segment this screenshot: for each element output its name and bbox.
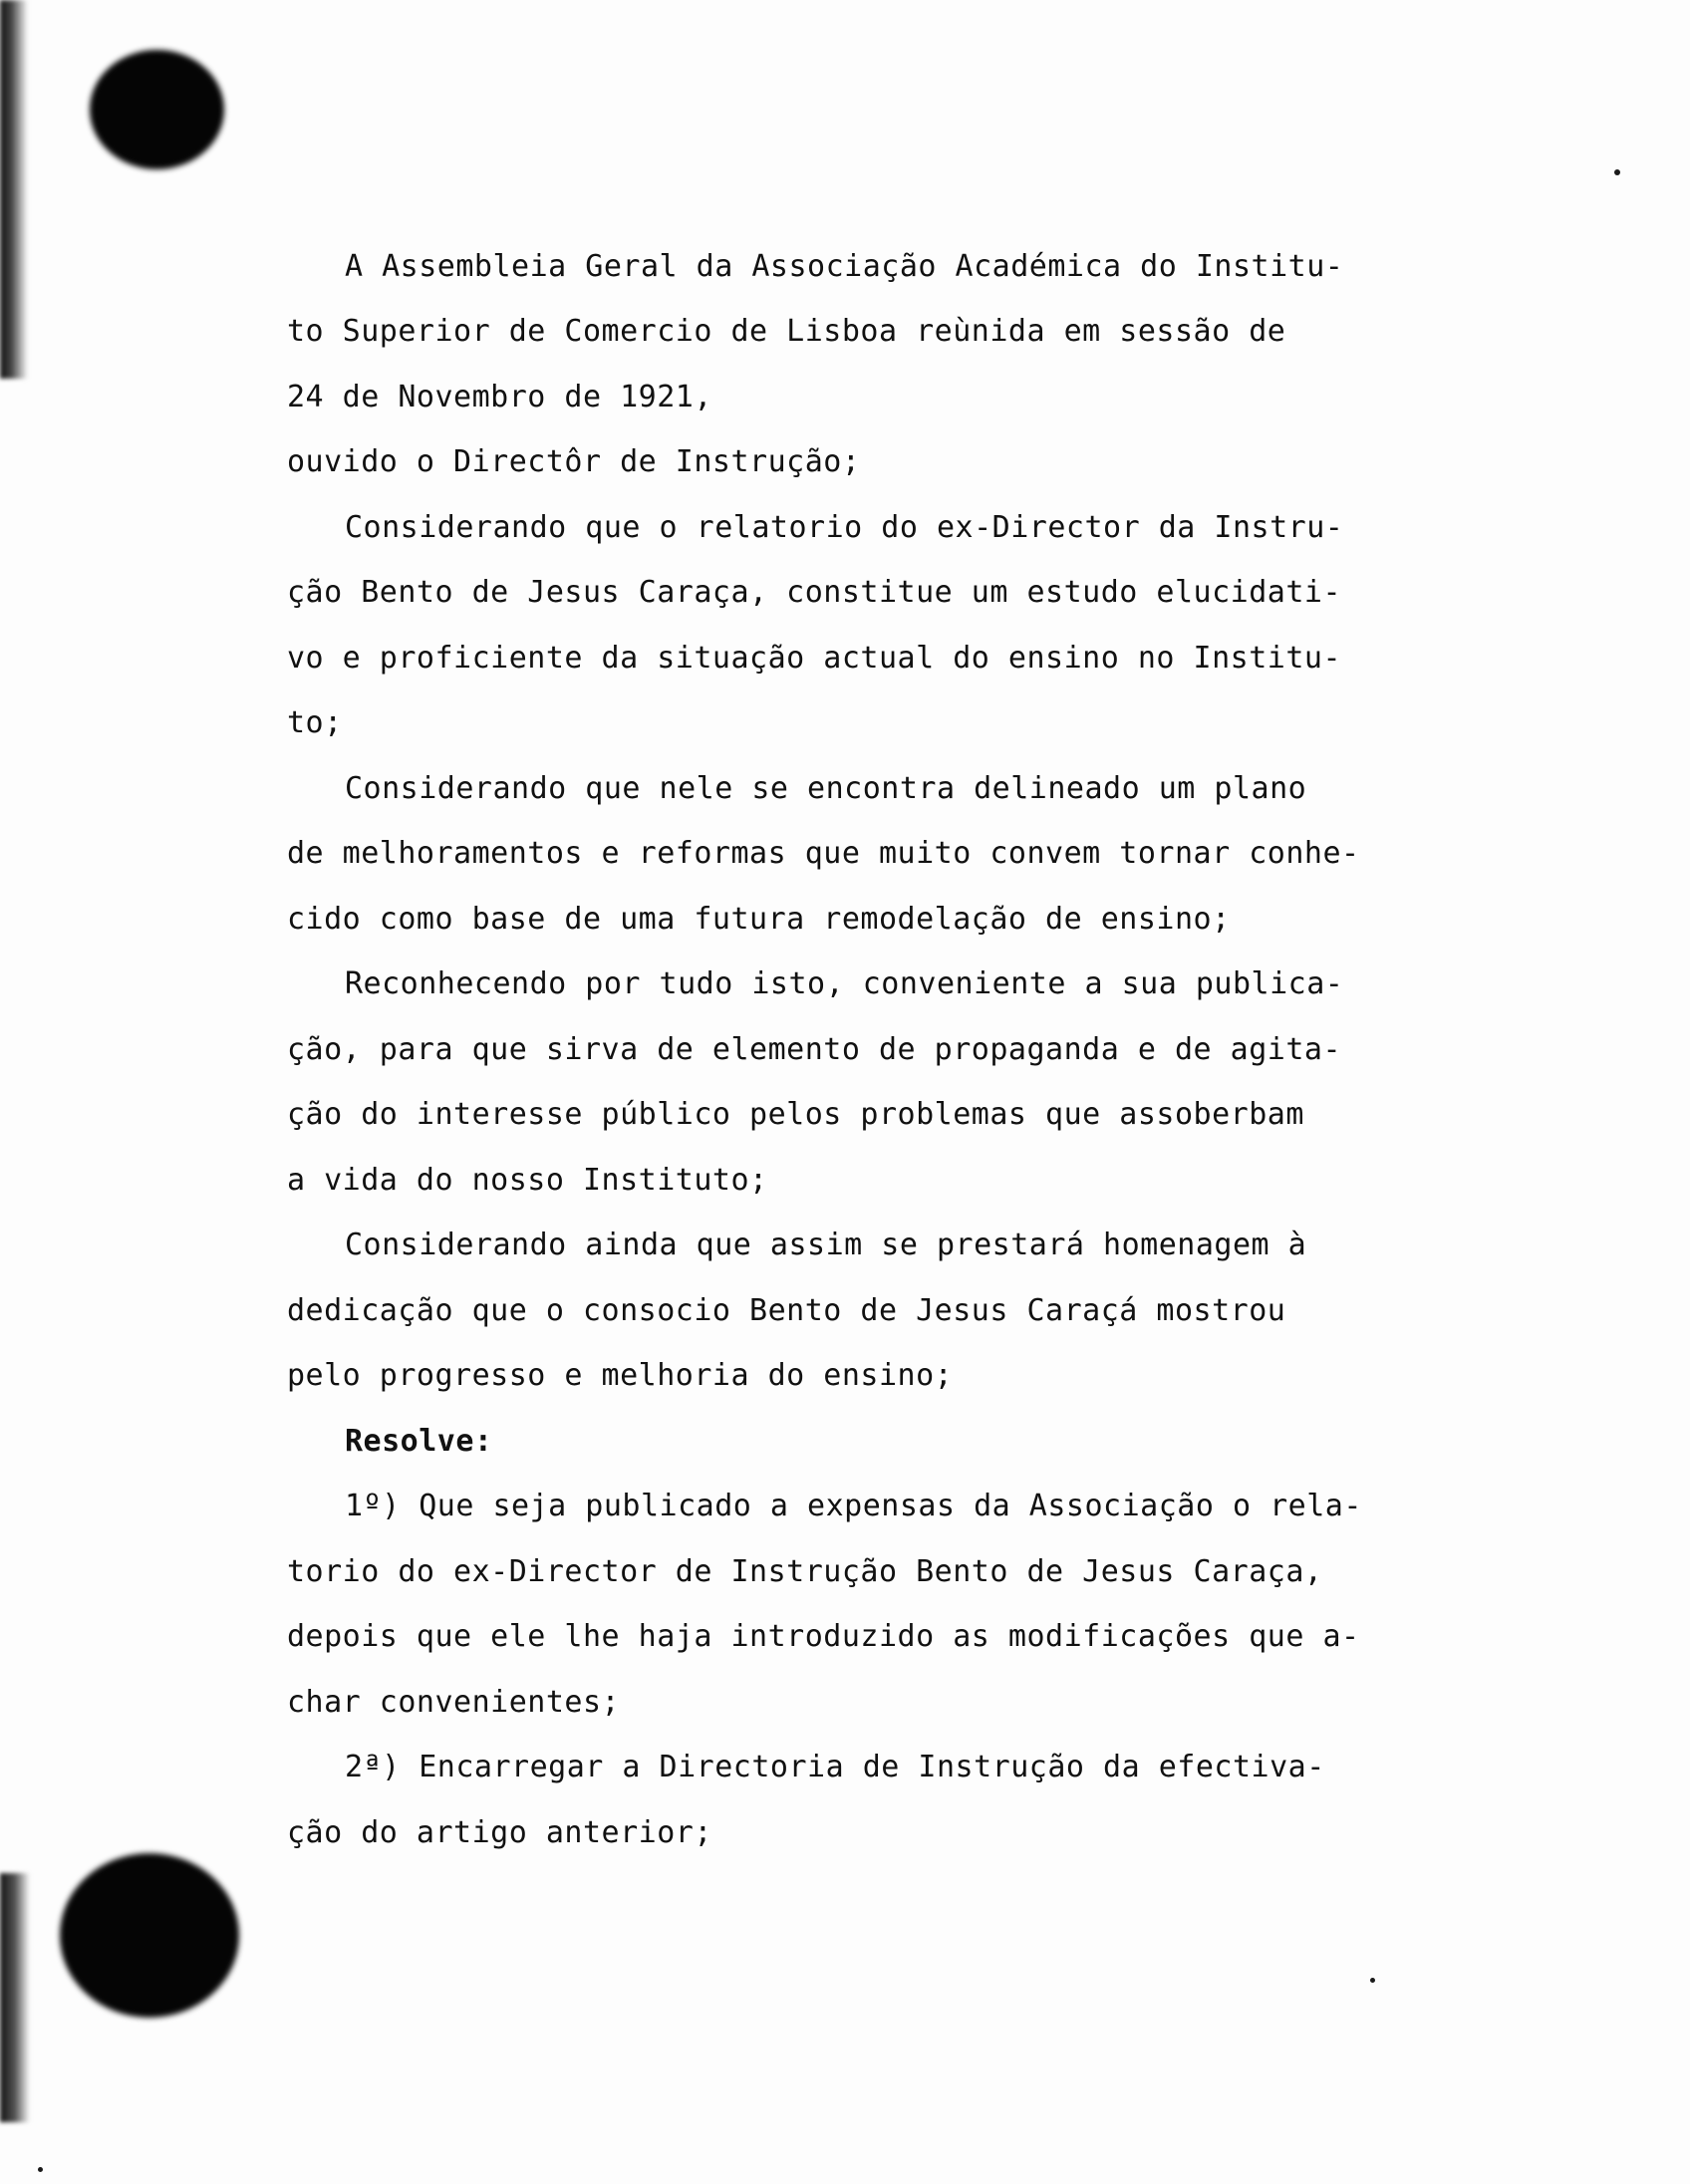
text-line: pelo progresso e melhoria do ensino; bbox=[287, 1358, 954, 1393]
text-line: ouvido o Directôr de Instrução; bbox=[287, 444, 861, 479]
text-line: 1º) Que seja publicado a expensas da Associação o rela- bbox=[345, 1489, 1362, 1523]
text-line: char convenientes; bbox=[287, 1685, 621, 1720]
scan-edge-shadow-bottom bbox=[0, 1873, 30, 2122]
text-line: Considerando que nele se encontra delineado um plano bbox=[345, 771, 1307, 806]
text-line: depois que ele lhe haja introduzido as modificações que a- bbox=[287, 1619, 1360, 1654]
text-line: dedicação que o consocio Bento de Jesus Caraçá mostrou bbox=[287, 1293, 1286, 1328]
scan-edge-shadow-top bbox=[0, 0, 28, 379]
text-line: 24 de Novembro de 1921, bbox=[287, 380, 712, 414]
text-line: cido como base de uma futura remodelação de ensino; bbox=[287, 902, 1231, 937]
text-line: de melhoramentos e reformas que muito convem tornar conhe- bbox=[287, 836, 1360, 871]
text-line: to Superior de Comercio de Lisboa reùnida em sessão de bbox=[287, 314, 1286, 349]
text-line: ção, para que sirva de elemento de propaganda e de agita- bbox=[287, 1032, 1342, 1067]
text-line: Considerando que o relatorio do ex-Director da Instru- bbox=[345, 510, 1344, 545]
punch-hole-top bbox=[90, 50, 224, 169]
text-line: Considerando ainda que assim se prestará homenagem à bbox=[345, 1228, 1307, 1262]
text-line: to; bbox=[287, 705, 343, 740]
text-line: ção do interesse público pelos problemas que assoberbam bbox=[287, 1097, 1304, 1132]
text-line: Reconhecendo por tudo isto, conveniente a sua publica- bbox=[345, 966, 1344, 1001]
text-line: A Assembleia Geral da Associação Académica do Institu- bbox=[345, 249, 1344, 284]
punch-hole-bottom bbox=[60, 1853, 239, 2018]
text-line: a vida do nosso Instituto; bbox=[287, 1163, 768, 1198]
scan-speck bbox=[38, 2167, 43, 2172]
text-line: torio do ex-Director de Instrução Bento de Jesus Caraça, bbox=[287, 1554, 1323, 1589]
scan-speck bbox=[1614, 169, 1620, 175]
text-line: ção Bento de Jesus Caraça, constitue um estudo elucidati- bbox=[287, 575, 1342, 610]
text-line: ção do artigo anterior; bbox=[287, 1815, 712, 1850]
text-line-heading: Resolve: bbox=[345, 1424, 493, 1459]
text-line: 2ª) Encarregar a Directoria de Instrução da efectiva- bbox=[345, 1750, 1325, 1784]
scan-speck bbox=[1370, 1978, 1375, 1983]
text-line: vo e proficiente da situação actual do ensino no Institu- bbox=[287, 641, 1342, 676]
